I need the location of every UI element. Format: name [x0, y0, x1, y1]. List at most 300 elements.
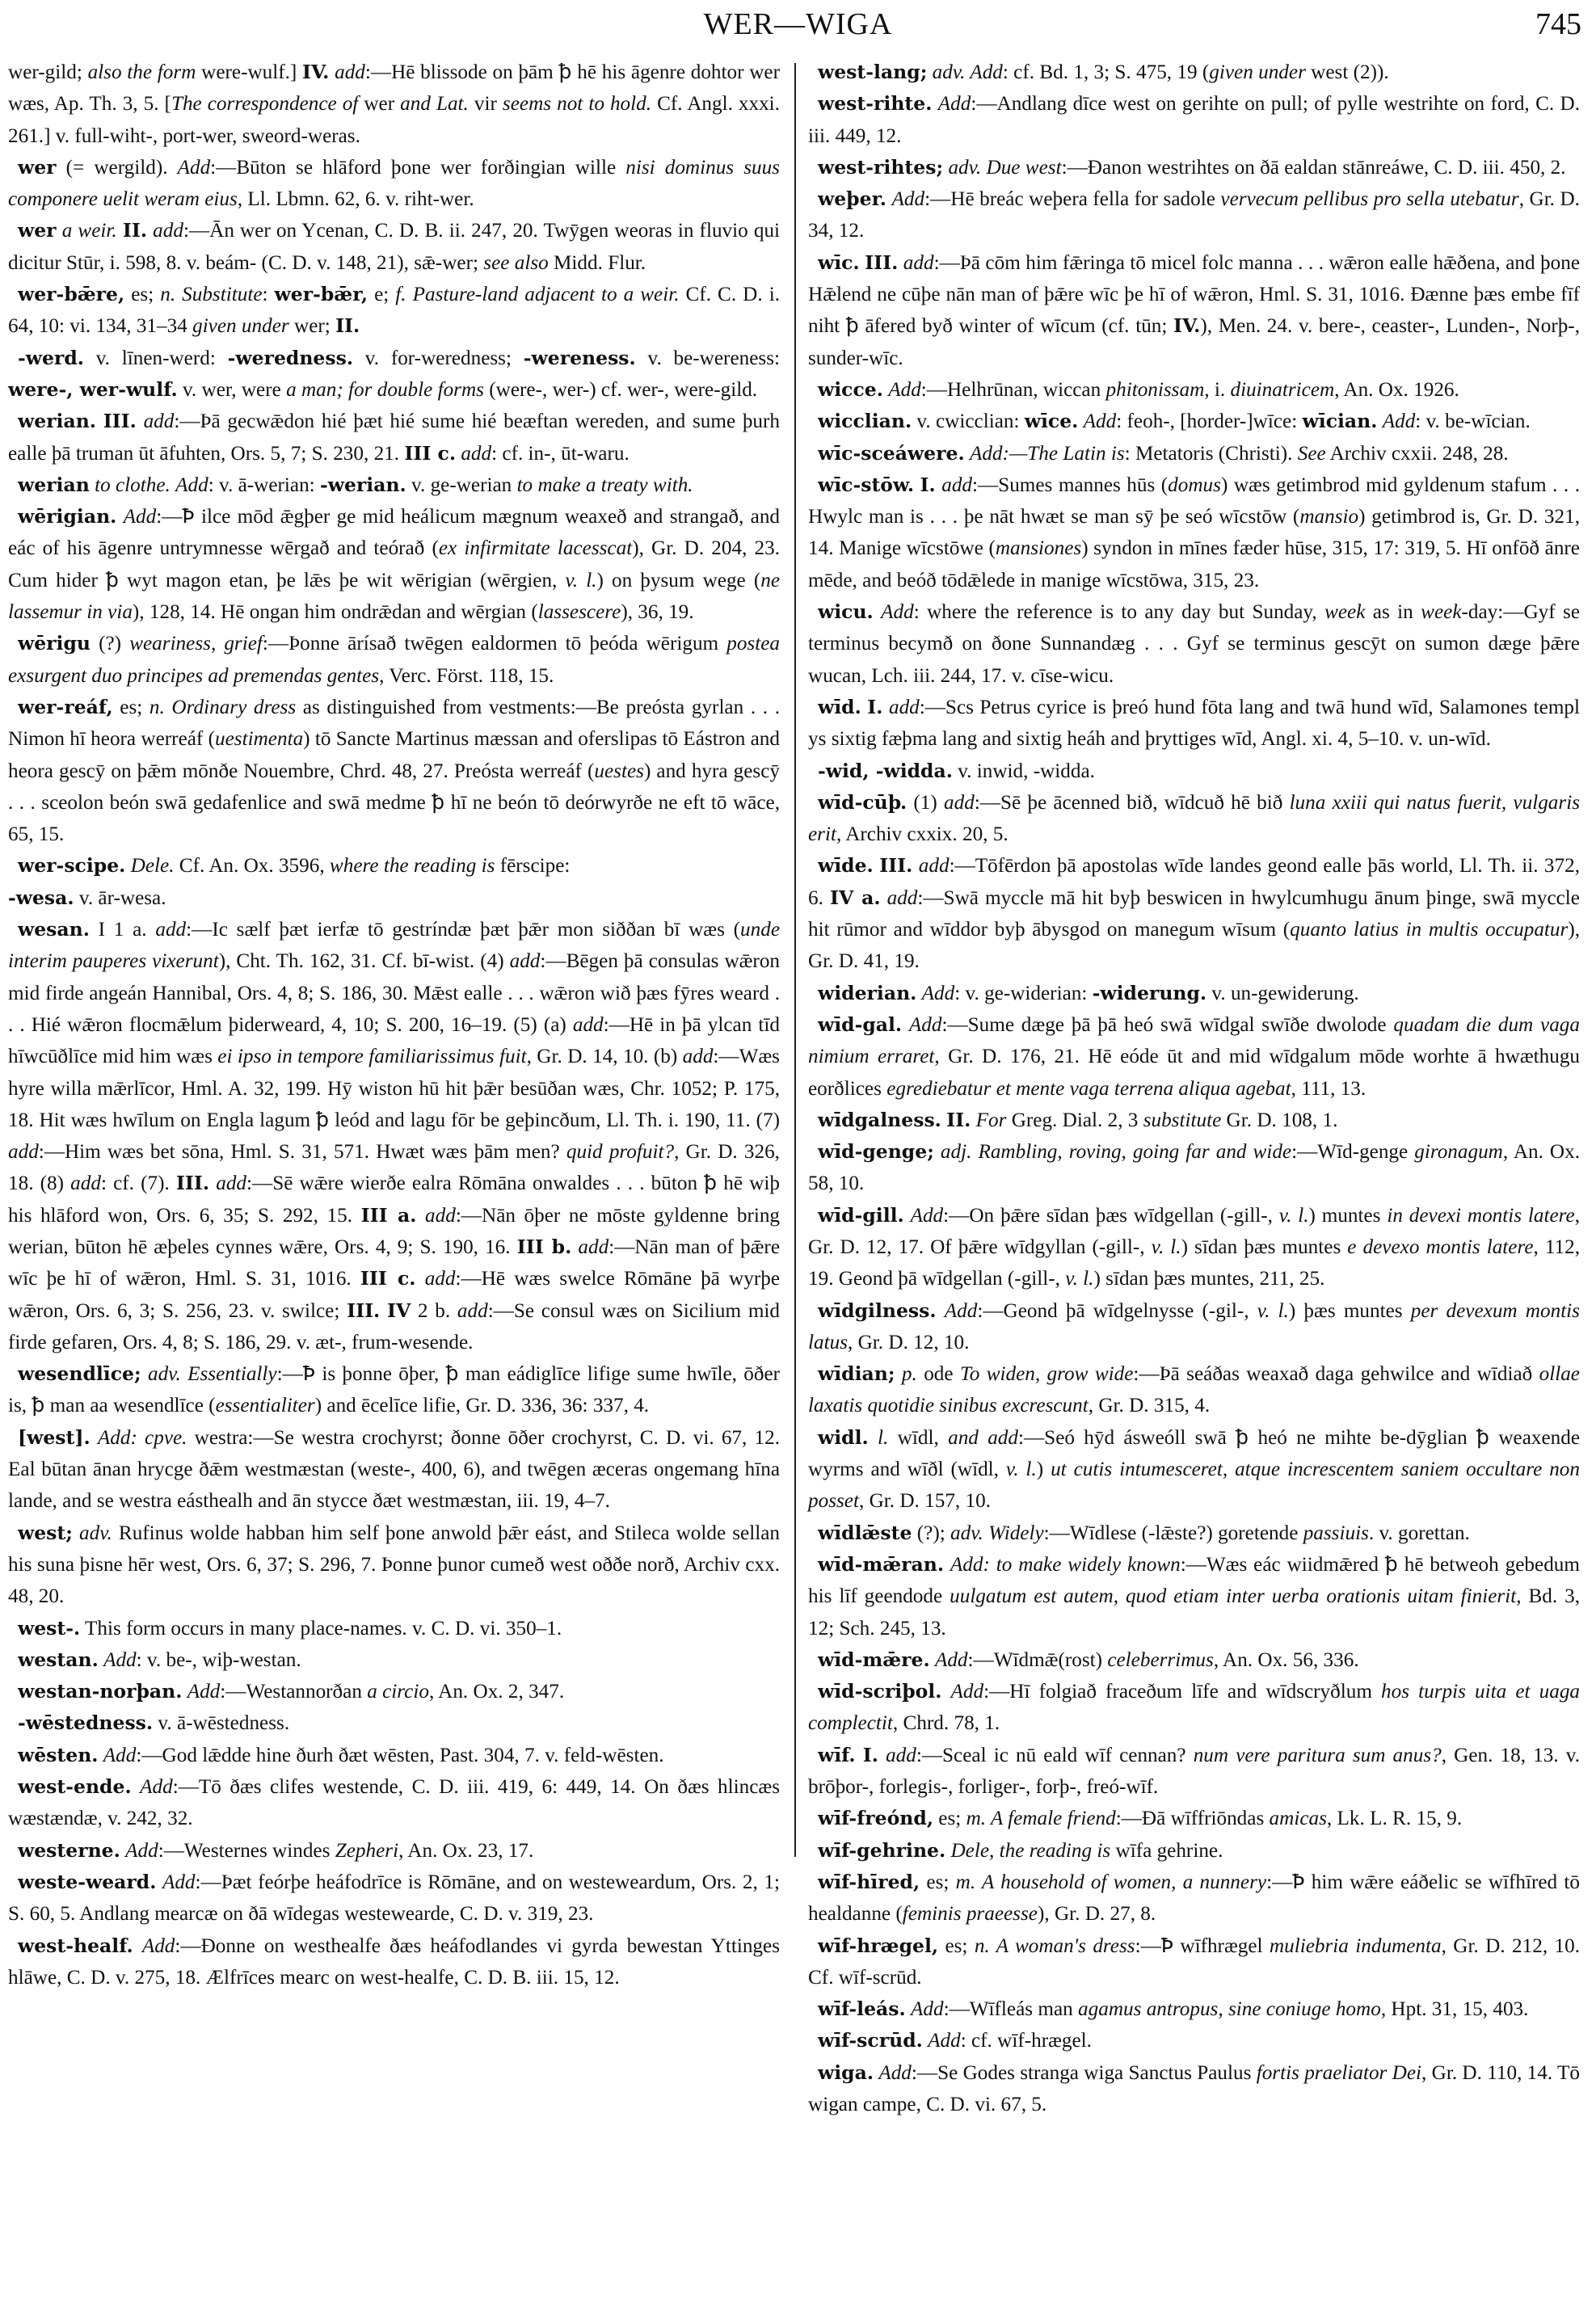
entry-text: :—Ic sælf þæt ierfæ tō gestríndæ þæt þǣr mon siððan bī wæs (: [186, 919, 741, 941]
headword: I.: [867, 695, 883, 718]
dictionary-entry: [808, 247, 1580, 374]
italic-text: Add: to make widely known: [950, 1553, 1181, 1576]
headword: westan.: [18, 1648, 99, 1671]
italic-text: v. l.: [1005, 1459, 1037, 1481]
headword: -wid, -widda.: [818, 759, 953, 782]
headword: III a.: [360, 1203, 417, 1227]
headword: wīf-gehrine.: [818, 1838, 946, 1862]
entry-text: : v. be-wīcian.: [1415, 410, 1531, 433]
dictionary-entry: [808, 692, 1580, 756]
entry-text: v. cwicclian:: [912, 410, 1025, 433]
entry-text: , Gr. D. 212, 10. Cf. wīf-scrūd.: [808, 1934, 1580, 1989]
headword: -wesa.: [8, 886, 74, 909]
headword: wer-bǣr,: [274, 283, 368, 306]
italic-text: Add: [162, 1871, 196, 1893]
dictionary-entry: [808, 2057, 1580, 2121]
entry-text: :—Ꝥ ilce mōd ǣgþer ge mid heálicum mægnum weaxeð and strangað, and eác of his āgenre untrymnesse wērgað and teórað (: [8, 506, 781, 560]
italic-text: Add: [140, 1776, 173, 1799]
italic-text: where the reading is: [329, 855, 495, 878]
dictionary-entry: [808, 1105, 1580, 1136]
italic-text: hos turpis uita et uaga complectit: [808, 1681, 1581, 1735]
italic-text: Add: [908, 1013, 942, 1036]
italic-text: muliebria indumenta: [1269, 1934, 1442, 1957]
entry-text: :—Helhrūnan, wiccan: [920, 378, 1106, 401]
entry-text: :—Þæt feórþe heáfodrīce is Rōmāne, and on westeweardum, Ors. 2, 1; S. 60, 5. Andlang mearcæ on ðā wīdegas westewearde, C. D. v. 319, 23.: [8, 1871, 780, 1926]
dictionary-entry: [808, 1835, 1580, 1867]
italic-text: Dele.: [130, 855, 175, 878]
entry-text: were-wulf.]: [196, 61, 303, 83]
entry-text: :—Sē þe ācenned bið, wīdcuð hē bið: [974, 791, 1290, 814]
entry-text: (1): [907, 791, 944, 814]
dictionary-entry: [808, 469, 1580, 596]
entry-text: ), Cht. Th. 162, 31. Cf. bī-wist. (4): [218, 950, 510, 973]
entry-text: : v. be-, wiþ-westan.: [136, 1648, 301, 1671]
italic-text: nisi dominus suus componere uelit weram eius: [8, 156, 780, 211]
headword: wīc-stōw.: [818, 473, 915, 496]
headword: west-lang;: [818, 61, 928, 83]
italic-text: adv. Add: [932, 61, 1003, 83]
entry-text: :—God lǣdde hine ðurh ðæt wēsten, Past. 304, 7. v. feld-wēsten.: [136, 1744, 664, 1766]
entry-text: :—Wīdlese (-lǣste?) goretende: [1043, 1522, 1303, 1544]
entry-text: es;: [938, 1934, 975, 1957]
italic-text: postea exsurgent duo principes ad premendas gentes: [8, 633, 780, 687]
italic-text: uulgatum est autem, quod etiam inter uerba orationis uitam finierit: [950, 1585, 1517, 1608]
headword: wiga.: [818, 2061, 874, 2084]
dictionary-entry: [808, 1676, 1580, 1740]
entry-text: ) on þysum wege (: [596, 569, 761, 591]
headword: III.: [865, 250, 899, 274]
entry-text: , Lk. L. R. 15, 9.: [1326, 1808, 1463, 1830]
dictionary-entry: [808, 978, 1580, 1009]
entry-text: . v. gorettan.: [1368, 1522, 1470, 1544]
entry-text: , Gr. D. 176, 21. Hē eóde ūt and mid wīdgalum mōde worhte ā hwæthugu eorðlices: [808, 1046, 1581, 1100]
dictionary-entry: [808, 374, 1580, 406]
entry-text: as distinguished from vestments:—Be preósta gyrlan . . . Nimon hī heora werreáf (: [8, 696, 781, 751]
italic-text: diuinatricem: [1230, 378, 1335, 401]
italic-text: see also: [483, 251, 549, 274]
headword: wīdgalness.: [818, 1108, 941, 1131]
dictionary-entry: [808, 1200, 1580, 1295]
headword: wer-bǣre,: [18, 283, 125, 306]
entry-text: Archiv cxxii. 248, 28.: [1325, 442, 1509, 465]
entry-text: (?);: [912, 1522, 951, 1544]
headword: wērigian.: [18, 505, 117, 528]
entry-text: , Gr. D. 14, 10. (b): [526, 1046, 683, 1068]
headword: wīcian.: [1302, 410, 1378, 433]
italic-text: l.: [878, 1426, 889, 1449]
entry-text: v. inwid, -widda.: [952, 760, 1095, 782]
dictionary-entry: [808, 57, 1580, 88]
headword: west-rihte.: [818, 92, 933, 116]
entry-text: es;: [124, 284, 161, 306]
entry-text: :—Ðonne on westhealfe ðæs heáfodlandes vi gyrda bewestan Yttinges hlāwe, C. D. v. 275, 18. Ælfrīces mearc on west-healfe, C. D. B. iii. 15, 12.: [8, 1934, 780, 1989]
entry-text: westra:—Se westra crochyrst; ðonne ōðer crochyrst, C. D. vi. 67, 12. Eal būtan ānan hrycge ðǣm westmæstan (weste-, 400, 6), and twēgen æceras ongemang hīna lande, and se westra eásthealh and ān stycce ðæt westmæstan, iii. 19, 4–7.: [8, 1426, 780, 1513]
entry-text: :—Ꝥ him wǣre eáðelic se wīfhīred tō healdanne (: [808, 1871, 1580, 1926]
entry-text: ) and ēcelīce lifie, Gr. D. 336, 36: 337, 4.: [314, 1395, 650, 1417]
entry-text: :—Se consul wæs on Sicilium mid firde gefaren, Ors. 4, 8; S. 186, 29. v. æt-, frum-wesende.: [8, 1299, 781, 1353]
entry-text: :—Wæs hyre willa mǣrlīcor, Hml. A. 32, 199. Hȳ wiston hū hit þǣr besūðan wæs, Chr. 1052; P. 175, 18. Hit wæs hwīlum on Engla lagum ꝥ leód and lagu fōr be geþincðum, Ll. Th. i. 190, 11. (7): [8, 1046, 780, 1131]
dictionary-entry: [8, 628, 780, 692]
italic-text: Add: [911, 1998, 944, 2021]
italic-text: e devexo montis latere: [1347, 1235, 1534, 1258]
entry-text: :—Wīdmǣ(rost): [967, 1648, 1108, 1671]
entry-text: , Verc. Först. 118, 15.: [379, 664, 554, 687]
italic-text: add: [572, 1013, 604, 1036]
entry-text: [141, 1363, 148, 1385]
entry-text: es;: [933, 1808, 966, 1830]
entry-text: [904, 1205, 911, 1227]
italic-text: m. A household of women, a nunnery: [955, 1871, 1267, 1893]
headword: wesan.: [18, 918, 90, 941]
italic-text: The correspondence of: [171, 93, 359, 116]
entry-text: west (2)).: [1305, 61, 1389, 83]
headword: west-rihtes;: [818, 155, 944, 179]
italic-text: celeberrimus: [1107, 1648, 1214, 1671]
headword: wīd-mǣre.: [818, 1648, 930, 1671]
entry-text: (were-, wer-) cf. wer-, were-gild.: [483, 378, 758, 401]
headword: weþer.: [818, 187, 886, 211]
dictionary-entry: [8, 914, 780, 1358]
italic-text: Add: [177, 156, 211, 179]
headword: -widerung.: [1092, 981, 1207, 1004]
italic-text: n. A woman's dress: [974, 1934, 1135, 1957]
entry-text: [117, 220, 123, 242]
dictionary-entry: [808, 2025, 1580, 2056]
entry-text: :—Tōfērdon þā apostolas wīde landes geond ealle þās world, Ll. Th. ii. 372, 6.: [808, 855, 1581, 909]
headword: III.: [175, 1172, 210, 1195]
entry-text: :—Nān ōþer ne mōste gyldenne bring werian, būton hē æþeles cynnes wǣre, Ors. 4, 9; S. 190, 16.: [8, 1204, 781, 1258]
entry-text: : Metatoris (Christi).: [1124, 442, 1298, 465]
headword: IV.: [1173, 314, 1201, 338]
dictionary-entry: [8, 1518, 780, 1613]
entry-text: wer-gild;: [8, 61, 88, 83]
headword: westan-norþan.: [18, 1680, 183, 1703]
headword: wēsten.: [18, 1743, 99, 1766]
headword: wer-reáf,: [18, 695, 113, 718]
entry-text: :—Þā gecwǣdon hié þæt hié sume hié beæftan wereden, and sume þurh ealle þā truman ūt āfuhten, Ors. 5, 7; S. 230, 21.: [8, 410, 781, 465]
dictionary-entry: [808, 1930, 1580, 1994]
entry-text: ) wæs getimbrod mid gyldenum stafum . . . Hwylc man is . . . þe nāt hwæt se man sȳ þe seó wīcstōw (: [808, 474, 1580, 528]
italic-text: week: [1324, 601, 1366, 624]
entry-text: ) þæs muntes: [1288, 1299, 1411, 1322]
entry-text: , Gr. D. 34, 12.: [808, 188, 1580, 242]
entry-text: Midd. Flur.: [548, 251, 646, 274]
entry-text: : where the reference is to any day but Sunday,: [913, 601, 1325, 624]
italic-text: add: [888, 696, 920, 718]
entry-text: , Gr. D. 12, 10.: [848, 1331, 970, 1353]
italic-text: substitute: [1143, 1109, 1222, 1131]
italic-text: v. l.: [1065, 1268, 1094, 1290]
entry-text: ), Men. 24. v. bere-, ceaster-, Lunden-, Norþ-, sunder-wīc.: [808, 315, 1580, 369]
entry-text: -day:—Gyf se terminus becymð on ðone Sunnandæg . . . Gyf se terminus gescȳt on sumon dæge þǣre wucan, Lch. iii. 244, 17. v. cīse-wicu.: [808, 601, 1580, 687]
italic-text: ut cutis intumesceret, atque increscentem saniem occultare non posset: [808, 1459, 1580, 1513]
headword: III.: [347, 1299, 381, 1322]
italic-text: ollae laxatis quotidie sinibus excrescunt: [808, 1363, 1580, 1417]
dictionary-entry: [8, 469, 780, 501]
headword: I.: [862, 1743, 878, 1766]
entry-text: ): [1036, 1459, 1051, 1481]
entry-text: v. be-wereness:: [635, 347, 780, 369]
headword: wīd-gal.: [818, 1012, 903, 1036]
entry-text: [156, 1871, 162, 1893]
dictionary-entry: [808, 1803, 1580, 1834]
italic-text: v. l.: [565, 569, 597, 591]
entry-text: ), Gr. D. 41, 19.: [808, 919, 1580, 973]
italic-text: add: [153, 220, 183, 242]
entry-text: : v. ā-werian:: [208, 474, 320, 496]
dictionary-entry: [8, 882, 780, 914]
entry-text: es;: [920, 1871, 956, 1893]
italic-text: and add: [948, 1426, 1018, 1449]
italic-text: v. l.: [1151, 1235, 1181, 1258]
entry-text: :—Ðanon westrihtes on ðā ealdan stānreáwe, C. D. iii. 450, 2.: [1061, 156, 1566, 179]
entry-text: , Chrd. 78, 1.: [892, 1712, 1000, 1735]
italic-text: add: [155, 919, 187, 941]
page-header: [0, 0, 1596, 48]
italic-text: uestes: [594, 760, 644, 782]
page-number: 745: [1535, 7, 1581, 41]
italic-text: add: [886, 886, 918, 909]
italic-text: add: [70, 1172, 101, 1195]
entry-text: [380, 1300, 387, 1322]
entry-text: v. ār-wesa.: [74, 886, 166, 909]
entry-text: [91, 1427, 98, 1449]
italic-text: add: [886, 1744, 916, 1766]
headword: wīf-scrūd.: [818, 2029, 923, 2052]
italic-text: adv. Essentially: [147, 1363, 277, 1386]
dictionary-entry: [8, 1644, 780, 1676]
entry-text: This form occurs in many place-names. v. C. D. vi. 350–1.: [80, 1617, 562, 1640]
headword: wer: [18, 219, 57, 242]
dictionary-entry: [808, 88, 1580, 152]
italic-text: f. Pasture-land adjacent to a weir.: [395, 284, 680, 306]
entry-text: , Gr. D. 157, 10.: [858, 1490, 991, 1513]
dictionary-entry: [808, 1518, 1580, 1549]
italic-text: Add: [937, 93, 971, 116]
italic-text: For: [975, 1109, 1007, 1131]
entry-text: vir: [468, 93, 503, 116]
headword: west-healf.: [18, 1934, 133, 1957]
entry-text: :—Him wæs bet sōna, Hml. S. 31, 571. Hwæt wæs þām men?: [38, 1141, 566, 1164]
dictionary-entry: [8, 215, 780, 279]
italic-text: Add: [881, 601, 914, 624]
headword: IV.: [302, 61, 330, 83]
entry-text: :—Wīd-genge: [1291, 1141, 1415, 1164]
headword: wer-scipe.: [18, 854, 126, 878]
entry-text: ) and hyra gescȳ . . . sceolon beón swā gedafenlice and swā medme ꝥ hī ne beón tō deórwyrðe ne eft tō wāce, 65, 15.: [8, 760, 781, 846]
dictionary-entry: [808, 438, 1580, 469]
italic-text: weariness, grief: [129, 633, 263, 655]
headword: were-, wer-wulf.: [8, 377, 178, 401]
entry-text: :—Tō ðæs clifes westende, C. D. iii. 419, 6: 449, 14. On ðæs hlincæs wæstændæ, v. 242, 32.: [8, 1776, 781, 1830]
headword: II.: [946, 1108, 971, 1131]
entry-text: ) sīdan þæs muntes, 211, 25.: [1093, 1268, 1325, 1290]
entry-text: [415, 1268, 424, 1290]
entry-text: [912, 855, 918, 877]
headword: wīd-mǣran.: [818, 1552, 944, 1576]
entry-text: : v. ge-widerian:: [954, 982, 1093, 1004]
dictionary-entry: [808, 152, 1580, 183]
entry-text: :—Þā cōm him fǣringa tō micel folc manna . . . wǣron ealle hǣðena, and þone Hǣlend ne cūþe nān man of þǣre wīc þe hī of wǣron, Hml. S. 31, 1016. Ðænne þæs embe fīf niht ꝥ āfered byð winter of wīcum (cf. tūn;: [808, 251, 1581, 338]
entry-text: :—Hē in þā ylcan tīd hīwcūðlīce mid him wæs: [8, 1013, 780, 1068]
italic-text: ei ipso in tempore familiarissimus fuit: [217, 1046, 527, 1068]
dictionary-entry: [808, 787, 1580, 851]
headword: wīd-genge;: [818, 1140, 934, 1164]
italic-text: Dele, the reading is: [950, 1839, 1111, 1862]
entry-text: [944, 1554, 950, 1576]
headword: III.: [103, 410, 137, 433]
headword: IV: [386, 1299, 411, 1322]
entry-text: , Ll. Lbmn. 62, 6. v. riht-wer.: [237, 188, 474, 211]
italic-text: v. l.: [1278, 1204, 1309, 1227]
entry-text: ) muntes: [1308, 1204, 1388, 1227]
entry-text: v. ge-werian: [406, 474, 517, 496]
italic-text: add: [903, 251, 934, 274]
entry-text: : feoh-, [horder-]wīce:: [1116, 410, 1303, 433]
italic-text: add: [457, 1299, 488, 1322]
italic-text: add: [424, 1268, 456, 1290]
column-divider: [794, 63, 796, 1857]
entry-text: [133, 1935, 142, 1957]
italic-text: to make a treaty with.: [516, 474, 693, 496]
headword: wīf-freónd,: [818, 1807, 933, 1830]
dictionary-entry: [808, 1358, 1580, 1422]
entry-text: , Gr. D. 110, 14. Tō wigan campe, C. D. vi. 67, 5.: [808, 2061, 1580, 2115]
italic-text: add: [682, 1046, 714, 1068]
entry-text: fērscipe:: [495, 855, 571, 878]
headword: wīf-leás.: [818, 1997, 906, 2021]
italic-text: m. A female friend: [966, 1808, 1116, 1830]
entry-text: ), Gr. D. 204, 23. Cum hider ꝥ wyt magon etan, þe lǣs þe wit wērigian (wērgien,: [8, 537, 781, 591]
italic-text: luna xxiii qui natus fuerit, vulgaris erit: [808, 791, 1580, 846]
dictionary-entry: [8, 406, 780, 469]
italic-text: Add: [928, 2030, 961, 2052]
entry-text: wīdl,: [888, 1426, 949, 1449]
entry-text: :—Þonne ārísað twēgen ealdormen tō þeóda wērigum: [262, 633, 727, 655]
dictionary-entry: [8, 1422, 780, 1518]
headword: wīde.: [818, 854, 874, 878]
headword: wesendlīce;: [18, 1362, 141, 1386]
italic-text: See: [1297, 442, 1326, 465]
entry-text: [869, 1427, 878, 1449]
entry-text: :—Sceal ic nū eald wīf cennan?: [916, 1744, 1194, 1766]
headword: weste-weard.: [18, 1870, 157, 1893]
italic-text: Add: [123, 506, 157, 528]
entry-text: [902, 1014, 909, 1036]
entry-text: , Gr. D. 326, 18. (8): [8, 1141, 780, 1195]
headword: III.: [879, 854, 913, 878]
entry-text: Rufinus wolde habban him self þone anwold þǣr eást, and Stileca wolde sellan his suna þisne hēr west, Ors. 6, 37; S. 296, 7. Þonne þunor cumeð west oððe norð, Archiv cxx. 48, 20.: [8, 1522, 780, 1608]
entry-text: [881, 887, 887, 909]
entry-text: [937, 1300, 945, 1322]
entry-text: [137, 410, 144, 432]
entry-text: ) getimbrod is, Gr. D. 321, 14. Manige wīcstōwe (: [808, 506, 1581, 560]
italic-text: given under: [1209, 61, 1306, 83]
italic-text: add: [941, 474, 972, 496]
entry-text: :—Westannorðan: [220, 1681, 368, 1703]
entry-text: [132, 1776, 141, 1798]
dictionary-entry: [808, 850, 1580, 977]
dictionary-entry: [8, 1358, 780, 1422]
entry-text: , i.: [1204, 378, 1231, 401]
italic-text: Add: [944, 1299, 978, 1322]
entry-text: :—On þǣre sīdan þæs wīdgellan (-gill-,: [943, 1204, 1279, 1227]
headword: wicce.: [818, 377, 883, 401]
headword: wērigu: [18, 632, 91, 655]
italic-text: a man; for double forms: [286, 378, 484, 401]
dictionary-entry: [8, 1707, 780, 1739]
italic-text: uestimenta: [215, 728, 304, 751]
entry-text: , An. Ox. 1926.: [1334, 378, 1459, 401]
right-column: [808, 57, 1580, 2120]
italic-text: given under: [192, 315, 289, 338]
italic-text: to clothe.: [95, 474, 171, 496]
italic-text: p.: [901, 1363, 917, 1386]
entry-text: , Bd. 3, 12; Sch. 245, 13.: [808, 1585, 1580, 1640]
headword: wīc-sceáwere.: [818, 441, 965, 465]
entry-text: , Gr. D. 315, 4.: [1088, 1395, 1211, 1417]
entry-text: ), 128, 14. Hē ongan him ondrǣdan and wērgian (: [132, 601, 538, 624]
entry-text: [209, 1172, 216, 1194]
headword: wicu.: [818, 600, 874, 624]
dictionary-entry: [8, 1867, 780, 1930]
entry-text: v. wer, were: [177, 378, 287, 401]
headword: west;: [18, 1521, 73, 1544]
italic-text: ne lassemur in via: [8, 569, 780, 624]
italic-text: add: [216, 1172, 247, 1195]
entry-text: ) sīdan þæs muntes: [1181, 1235, 1348, 1258]
entry-text: ) tō Sancte Martinus mæssan and oferslipas tō Eástron and heora gescȳ on þǣm mōnðe Nouembre, Chrd. 48, 27. Preósta werreáf (: [8, 728, 780, 782]
entry-text: :—Seó hȳd ásweóll swā ꝥ heó ne mihte be-dȳglian ꝥ weaxende wyrms and wīðl (wīdl,: [808, 1426, 1581, 1481]
italic-text: seems not to hold.: [502, 93, 652, 116]
dictionary-entry: [8, 57, 780, 152]
entry-text: :—Hē blissode on þām ꝥ hē his āgenre dohtor wer wæs, Ap. Th. 3, 5. [: [8, 61, 780, 116]
italic-text: add: [335, 61, 365, 83]
italic-text: Add: [187, 1681, 221, 1703]
headword: west-ende.: [18, 1775, 132, 1799]
italic-text: fortis praeliator Dei: [1256, 2061, 1422, 2084]
headword: werian.: [18, 410, 96, 433]
entry-text: :: [262, 284, 275, 306]
italic-text: lassescere: [537, 601, 621, 624]
italic-text: domus: [1168, 474, 1221, 496]
italic-text: quanto latius in multis occupatur: [1290, 919, 1569, 941]
entry-text: [116, 506, 123, 528]
dictionary-entry: [8, 152, 780, 216]
dictionary-entry: [808, 1422, 1580, 1518]
entry-text: (?): [91, 633, 130, 655]
entry-text: , An. Ox. 58, 10.: [808, 1141, 1581, 1195]
italic-text: Add: [1382, 410, 1416, 433]
headword: wīd-scriþol.: [818, 1680, 942, 1703]
italic-text: Zepheri: [335, 1839, 399, 1862]
headword: werian: [18, 473, 90, 496]
headword: III c.: [360, 1267, 416, 1290]
headword: wīf-hīred,: [818, 1870, 920, 1893]
entry-text: :—Ān wer on Ycenan, C. D. B. ii. 247, 20. Twȳgen weoras in fluvio qui dicitur Stūr, i. 598, 8. v. beám- (C. D. v. 148, 21), sǣ-wer;: [8, 220, 781, 274]
dictionary-entry: [8, 692, 780, 850]
italic-text: Add: [921, 982, 955, 1004]
italic-text: add: [918, 855, 950, 878]
entry-text: [878, 1745, 886, 1766]
dictionary-entry: [8, 850, 780, 882]
entry-text: :—Swā myccle mā hit byþ beswicen in hwylcumhugu ānum þinge, swā myccle hit rūmor and wīddor byþ ābysgod on manegum wīsum (: [808, 886, 1580, 941]
dictionary-entry: [808, 1295, 1580, 1359]
dictionary-entry: [8, 1835, 780, 1867]
headword: wer: [18, 155, 57, 179]
headword: wīf-hrægel,: [818, 1934, 939, 1957]
entry-text: es;: [112, 696, 149, 718]
